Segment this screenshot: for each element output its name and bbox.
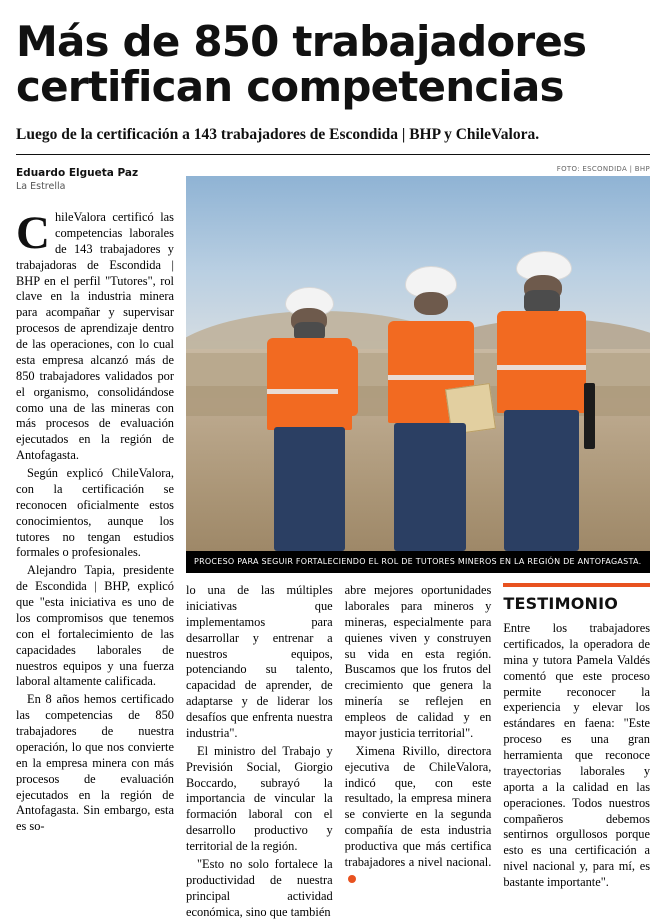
photo-credit: FOTO: ESCONDIDA | BHP <box>556 165 650 174</box>
paragraph <box>345 744 492 887</box>
paragraph: lo una de las múltiples iniciativas que implementamos para desarrollar y entrenar a nuestros equipos, potenciando su talento, capacidad de aprender, de adaptarse y de liderar los desafíos que enfrenta nuestra industria". <box>186 583 333 740</box>
paragraph: ChileValora certificó las competencias laborales de 143 trabajadores y trabajadoras de Escondida | BHP en el perfil "Tutores", rol clave en la industria minera para acompañar y supervisar procesos de aprendizaje dentro de las operaciones, con lo cual esta empresa alcanzó más de 850 trabajadores validados por el organismo, consolidándose como una de las mineras con más procesos de evaluación ejecutados en la región de Antofagasta. <box>16 207 174 463</box>
photo-worker-right <box>492 251 613 551</box>
subheadline: Luego de la certificación a 143 trabajadores de Escondida | BHP y ChileValora. <box>16 126 540 144</box>
testimonio-box <box>503 583 650 919</box>
paragraph: El ministro del Trabajo y Previsión Social, Giorgio Boccardo, subrayó la importancia de vincular la formación laboral con el desarrollo productivo y territorial de la región. <box>186 743 333 853</box>
header-divider <box>16 154 650 155</box>
paragraph: "Esto no solo fortalece la productividad de nuestra principal actividad económica, sino que también <box>186 856 333 919</box>
testimonio-accent-bar <box>503 583 650 587</box>
headline-line-1: Más de 850 trabajadores <box>16 17 587 66</box>
paragraph: abre mejores oportunidades laborales para mineros y mineras, especialmente para quienes viven y construyen su vida en esta región. Buscamos que los frutos del crecimiento que genera la minería se reflejen en empleos de calidad y en mayor justicia territorial". <box>344 583 492 740</box>
worker-head <box>414 292 447 315</box>
byline-media: La Estrella <box>16 181 66 192</box>
article-photo <box>186 176 650 551</box>
worker-pants <box>394 423 465 551</box>
end-mark-icon <box>348 875 356 883</box>
byline-author: Eduardo Elgueta Paz <box>16 167 139 180</box>
worker-pants <box>504 410 579 551</box>
page-title <box>16 17 650 111</box>
paragraph: Alejandro Tapia, presidente de Escondida | BHP, explicó que "esta iniciativa es uno de los compromisos que tenemos con el fortalecimiento de las capacidades laborales de nuestros equipos y una fuerza laboral altamente calificada. <box>16 563 174 689</box>
photo-block <box>186 165 650 573</box>
paragraph-text: Ximena Rivillo, directora ejecutiva de ChileValora, indicó que, con este resultado, la empresa minera se convierte en la segunda compañía de esta industria productiva que más certifica trabajadores a nivel nacional. <box>344 743 492 869</box>
photo-worker-left <box>260 281 371 551</box>
photo-caption: PROCESO PARA SEGUIR FORTALECIENDO EL ROL DE TUTORES MINEROS EN LA REGIÓN DE ANTOFAGASTA. <box>186 551 650 573</box>
byline <box>16 165 174 193</box>
testimonio-text: Entre los trabajadores certificados, la operadora de mina y tutora Pamela Valdés comentó que este proceso permite reconocer la experiencia y elevar los estándares en faena: "Este proceso es una gran herramienta que reconoce trayectorias laborales y aporta a la calidad en las operaciones. Todos nuestros compañeros debemos sentirnos orgullosos porque esto es una certificación a nivel nacional y, para mí, es bastante importante". <box>503 621 651 889</box>
worker-pants <box>274 427 345 551</box>
vest-stripe <box>388 375 475 380</box>
photo-worker-center <box>381 266 492 551</box>
article-column-2 <box>186 583 333 919</box>
paragraph: En 8 años hemos certificado las competencias de 850 trabajadores de nuestra operación, lo que nos convierte en la empresa minera con más procesos de evaluación ejecutados en la región de Antofagasta. Sin embargo, esta es so- <box>16 692 174 834</box>
testimonio-title: TESTIMONIO <box>503 594 619 613</box>
radio-icon <box>584 383 595 449</box>
article-column-3 <box>345 583 492 919</box>
safety-vest <box>497 311 586 413</box>
article-column-1 <box>16 207 174 919</box>
paragraph: Según explicó ChileValora, con la certificación se reconocen oficialmente estos conocimientos, aunque los tutores no tengan estudios formales o profesionales. <box>16 466 174 560</box>
article-columns-right <box>186 583 650 919</box>
worker-arm <box>338 346 358 416</box>
vest-stripe <box>497 365 586 370</box>
headline-line-2: certifican competencias <box>16 61 564 111</box>
